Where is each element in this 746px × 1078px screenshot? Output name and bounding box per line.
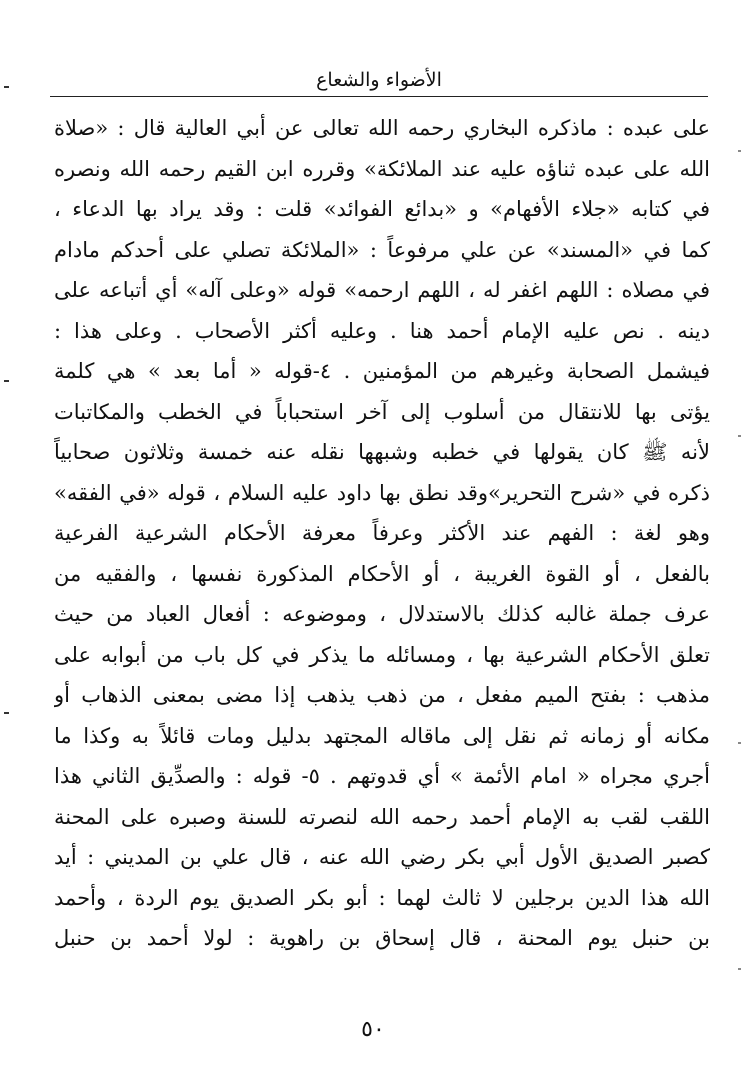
- text-line: مذهب : بفتح الميم مفعل ، من ذهب يذهب إذا مضى بمعنى الذهاب أو: [54, 683, 710, 707]
- text-line: على عبده : ماذكره البخاري رحمه الله تعالى عن أبي العالية قال : «صلاة: [54, 116, 710, 140]
- text-line: دينه . نص عليه الإمام أحمد هنا . وعليه أكثر الأصحاب . وعلى هذا :: [54, 318, 710, 343]
- text-line: بن حنبل يوم المحنة ، قال إسحاق بن راهوية : لولا أحمد بن حنبل: [54, 926, 710, 950]
- text-line: الله هذا الدين برجلين لا ثالث لهما : أبو بكر الصديق يوم الردة ، وأحمد: [54, 885, 710, 910]
- scan-mark: [4, 712, 9, 714]
- text-line: يؤتى بها للانتقال من أسلوب إلى آخر استحباباً في الخطب والمكاتبات: [54, 399, 710, 424]
- page-title: الأضواء والشعاع: [316, 69, 442, 91]
- text-line: تعلق الأحكام الشرعية بها ، ومسائله ما يذكر في كل باب من أبوابه على: [54, 642, 710, 667]
- body-text: [54, 108, 710, 959]
- scan-mark: [4, 380, 9, 382]
- scan-mark: [4, 86, 9, 88]
- text-line: فيشمل الصحابة وغيرهم من المؤمنين . ٤-قوله « أما بعد » هي كلمة: [54, 359, 710, 383]
- text-line: عرف جملة غالبه كذلك بالاستدلال ، وموضوعه : أفعال العباد من حيث: [54, 602, 710, 626]
- text-line: كما في «المسند» عن علي مرفوعاً : «الملائكة تصلي على أحدكم مادام: [54, 237, 710, 262]
- scan-mark: [738, 968, 741, 970]
- text-line: أجري مجراه « امام الأئمة » أي قدوتهم . ٥- قوله : والصدِّيق الثاني هذا: [54, 764, 710, 788]
- text-line: ذكره في «شرح التحرير»وقد نطق بها داود عليه السلام ، قوله «في الفقه»: [54, 480, 710, 505]
- text-line: في مصلاه : اللهم اغفر له ، اللهم ارحمه» قوله «وعلى آله» أي أتباعه على: [54, 278, 710, 302]
- scan-mark: [738, 742, 741, 744]
- scan-mark: [738, 435, 741, 437]
- text-line: وهو لغة : الفهم عند الأكثر وعرفاً معرفة الأحكام الشرعية الفرعية: [54, 521, 710, 545]
- text-line: مكانه أو زمانه ثم نقل إلى ماقاله المجتهد بدليل ومات قائلاً به وكذا ما: [54, 723, 710, 748]
- text-line: لأنه ﷺ كان يقولها في خطبه وشبهها نقله عنه خمسة وثلاثون صحابياً: [54, 440, 710, 464]
- text-line: بالفعل ، أو القوة الغريبة ، أو الأحكام المذكورة نفسها ، والفقيه من: [54, 561, 710, 586]
- text-line: اللقب لقب به الإمام أحمد رحمه الله لنصرته للسنة وصبره على المحنة: [54, 804, 710, 829]
- text-line: في كتابه «جلاء الأفهام» و «بدائع الفوائد» قلت : وقد يراد بها الدعاء ،: [54, 197, 710, 221]
- scan-mark: [738, 150, 741, 152]
- running-header: [50, 66, 708, 98]
- page-number: ٥٠: [361, 1017, 385, 1042]
- text-line: الله على عبده ثناؤه عليه عند الملائكة» وقرره ابن القيم رحمه الله ونصره: [54, 156, 710, 181]
- header-divider: [50, 96, 708, 97]
- text-line: كصبر الصديق الأول أبي بكر رضي الله عنه ، قال علي بن المديني : أيد: [54, 845, 710, 869]
